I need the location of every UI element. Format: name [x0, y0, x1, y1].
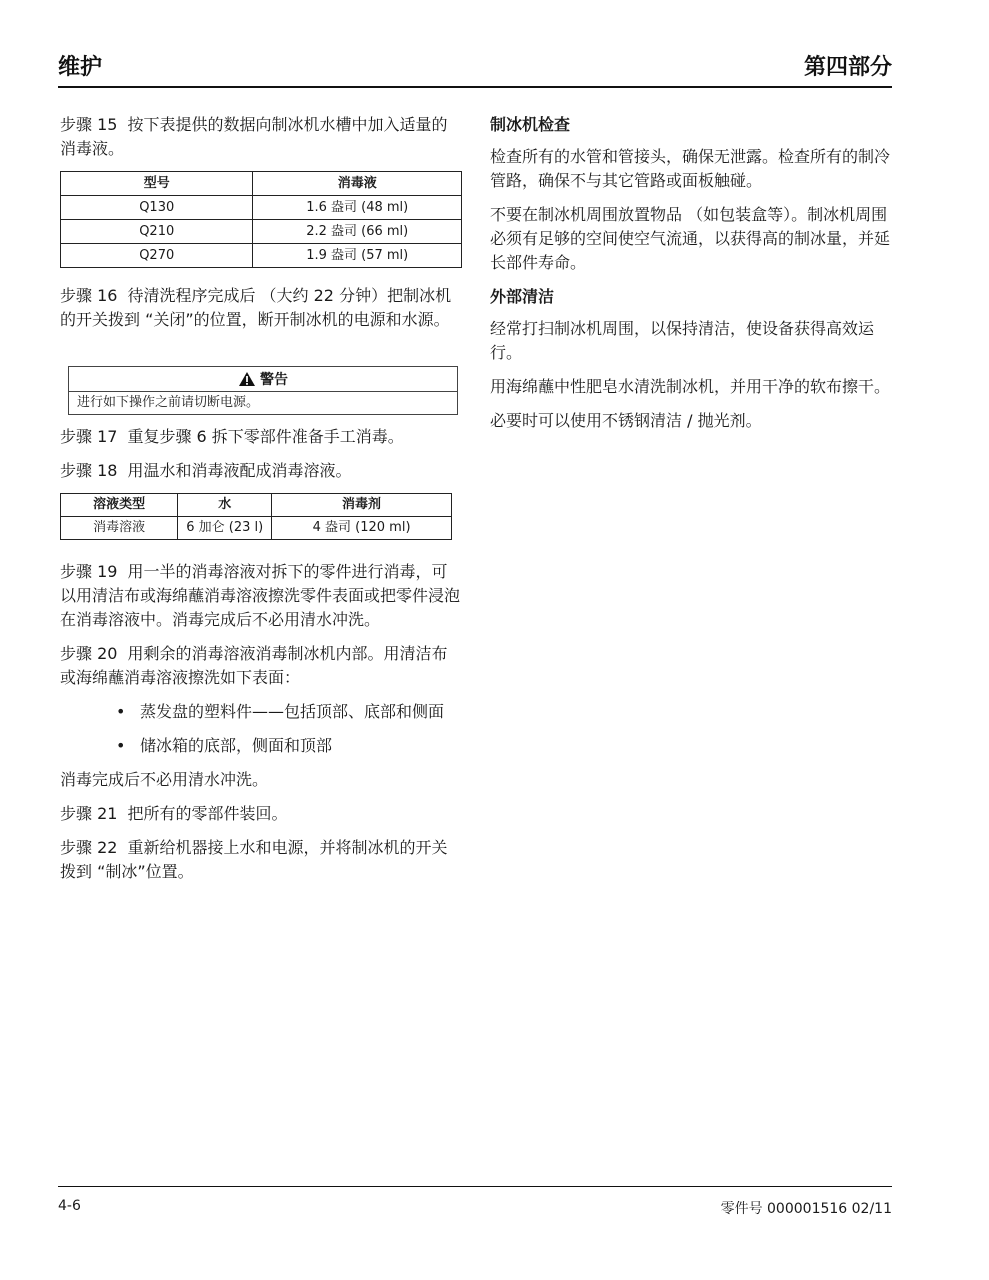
exterior-paragraph-2: 用海绵蘸中性肥皂水清洗制冰机，并用干净的软布擦干。	[490, 377, 891, 396]
table-cell: 4 盎司 (120 ml)	[272, 517, 452, 540]
warning-title: 警告	[260, 372, 288, 388]
exterior-cleaning-heading: 外部清洁	[490, 287, 555, 306]
step-21: 步骤 21 把所有的零部件装回。	[60, 804, 288, 823]
exterior-paragraph-3: 必要时可以使用不锈钢清洁 / 抛光剂。	[490, 411, 762, 430]
header-rule	[58, 86, 892, 88]
rinse-note: 消毒完成后不必用清水冲洗。	[60, 770, 269, 789]
step-17: 步骤 17 重复步骤 6 拆下零部件准备手工消毒。	[60, 427, 404, 446]
right-column	[490, 113, 890, 443]
table-cell: 消毒溶液	[61, 517, 178, 540]
inspection-paragraph-1: 检查所有的水管和管接头，确保无泄露。检查所有的制冷管路，确保不与其它管路或面板触碰。	[490, 147, 891, 190]
step-15: 步骤 15 按下表提供的数据向制冰机水槽中加入适量的消毒液。	[60, 115, 448, 158]
table-row	[61, 244, 462, 268]
part-number: 零件号 000001516 02/11	[720, 1201, 892, 1217]
list-item: • 储冰箱的底部，侧面和顶部	[116, 736, 333, 755]
table-header-sanitizer: 消毒剂	[272, 494, 452, 517]
table-cell: 6 加仑 (23 l)	[178, 517, 272, 540]
table-cell: Q270	[61, 244, 253, 268]
warning-body: 进行如下操作之前请切断电源。	[69, 391, 457, 414]
step-22: 步骤 22 重新给机器接上水和电源，并将制冰机的开关拨到 “制冰”位置。	[60, 838, 448, 881]
table-header-row	[61, 172, 462, 196]
exterior-paragraph-1: 经常打扫制冰机周围，以保持清洁，使设备获得高效运行。	[490, 319, 875, 362]
surface-list	[60, 700, 460, 758]
table-cell: 1.6 盎司 (48 ml)	[253, 196, 462, 220]
table-row	[61, 196, 462, 220]
disinfectant-table	[60, 171, 462, 268]
table-cell: 2.2 盎司 (66 ml)	[253, 220, 462, 244]
left-column	[60, 113, 460, 894]
table-row	[61, 220, 462, 244]
inspection-heading: 制冰机检查	[490, 115, 571, 134]
warning-icon	[238, 371, 256, 387]
list-item: • 蒸发盘的塑料件——包括顶部、底部和侧面	[116, 702, 445, 721]
table-header-water: 水	[178, 494, 272, 517]
solution-table	[60, 493, 452, 540]
inspection-paragraph-2: 不要在制冰机周围放置物品 （如包装盒等）。制冰机周围必须有足够的空间使空气流通，以获得高的制冰量，并延长部件寿命。	[490, 205, 891, 272]
table-cell: Q130	[61, 196, 253, 220]
page-number: 4-6	[58, 1198, 81, 1214]
warning-box	[68, 366, 458, 415]
table-header-model: 型号	[61, 172, 253, 196]
footer-rule	[58, 1186, 892, 1187]
table-row	[61, 517, 452, 540]
section-title: 维护	[58, 55, 103, 80]
table-header-row	[61, 494, 452, 517]
step-19: 步骤 19 用一半的消毒溶液对拆下的零件进行消毒，可以用清洁布或海绵蘸消毒溶液擦洗零件表面或把零件浸泡在消毒溶液中。消毒完成后不必用清水冲洗。	[60, 562, 461, 629]
part-title: 第四部分	[803, 55, 892, 80]
table-cell: Q210	[61, 220, 253, 244]
warning-header	[69, 367, 457, 391]
table-cell: 1.9 盎司 (57 ml)	[253, 244, 462, 268]
table-header-solution-type: 溶液类型	[61, 494, 178, 517]
table-header-disinfectant: 消毒液	[253, 172, 462, 196]
step-16: 步骤 16 待清洗程序完成后 （大约 22 分钟）把制冰机的开关拨到 “关闭”的位置，断开制冰机的电源和水源。	[60, 286, 452, 329]
step-20: 步骤 20 用剩余的消毒溶液消毒制冰机内部。用清洁布或海绵蘸消毒溶液擦洗如下表面：	[60, 644, 448, 687]
step-18: 步骤 18 用温水和消毒液配成消毒溶液。	[60, 461, 352, 480]
